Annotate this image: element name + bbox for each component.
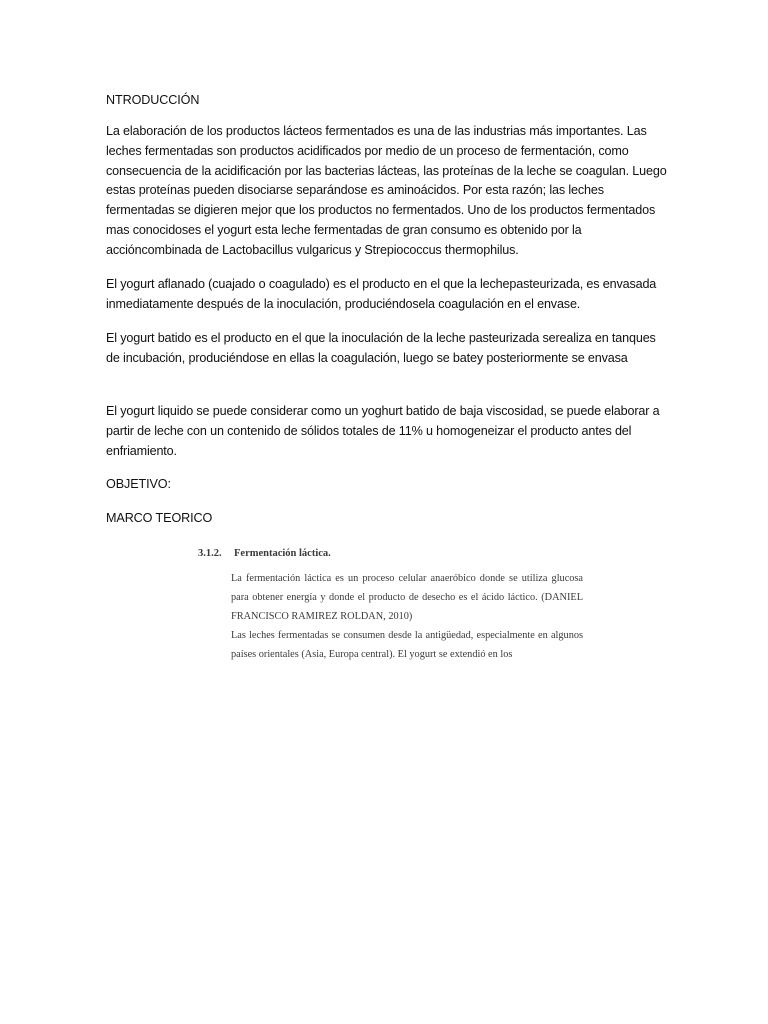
yogurt-liquido-paragraph: El yogurt liquido se puede considerar como un yoghurt batido de baja viscosidad, se puede elaborar a partir de leche con un contenido de sólidos totales de 11% u homogeneizar el producto antes del enfriamiento. — [106, 404, 660, 458]
objetivo-heading: OBJETIVO: — [106, 477, 171, 491]
introduction-paragraph: La elaboración de los productos lácteos fermentados es una de las industrias más importantes. Las leches fermentadas son productos acidificados por medio de un proceso de fermentación, como consecuencia de la acidificación por las bacterias lácteas, las proteínas de la leche se coagulan. Luego estas proteínas pueden disociarse separándose es aminoácidos. Por esta razón; las leches fermentadas se digieren mejor que los productos no fermentados. Uno de los productos fermentados mas conocidoses el yogurt esta leche fermentadas de gran consumo es obtenido por la accióncombinada de Lactobacillus vulgaricus y Strepiococcus thermophilus. — [106, 124, 667, 257]
yogurt-aflanado-paragraph: El yogurt aflanado (cuajado o coagulado) es el producto en el que la lechepasteurizada, es envasada inmediatamente después de la inoculación, produciéndosela coagulación en el envase. — [106, 277, 657, 311]
excerpt-section-title: Fermentación láctica. — [234, 548, 331, 559]
introduction-heading: NTRODUCCIÓN — [106, 93, 200, 107]
excerpt-paragraph: La fermentación láctica es un proceso celular anaeróbico donde se utiliza glucosa para obtener energía y donde el producto de desecho es el ácido láctico. (DANIEL FRANCISCO RAMIREZ ROLDAN, 2010) — [231, 573, 583, 622]
excerpt-section-heading — [198, 548, 331, 559]
yogurt-batido-paragraph: El yogurt batido es el producto en el que la inoculación de la leche pasteurizada serealiza en tanques de incubación, produciéndose en ellas la coagulación, luego se batey posteriormente se envasa — [106, 331, 656, 365]
marco-teorico-heading: MARCO TEORICO — [106, 511, 213, 525]
excerpt-paragraph: Las leches fermentadas se consumen desde la antigüedad, especialmente en algunos países orientales (Asia, Europa central). El yogurt se extendió en los — [231, 630, 583, 660]
excerpt-section-number: 3.1.2. — [198, 548, 222, 559]
